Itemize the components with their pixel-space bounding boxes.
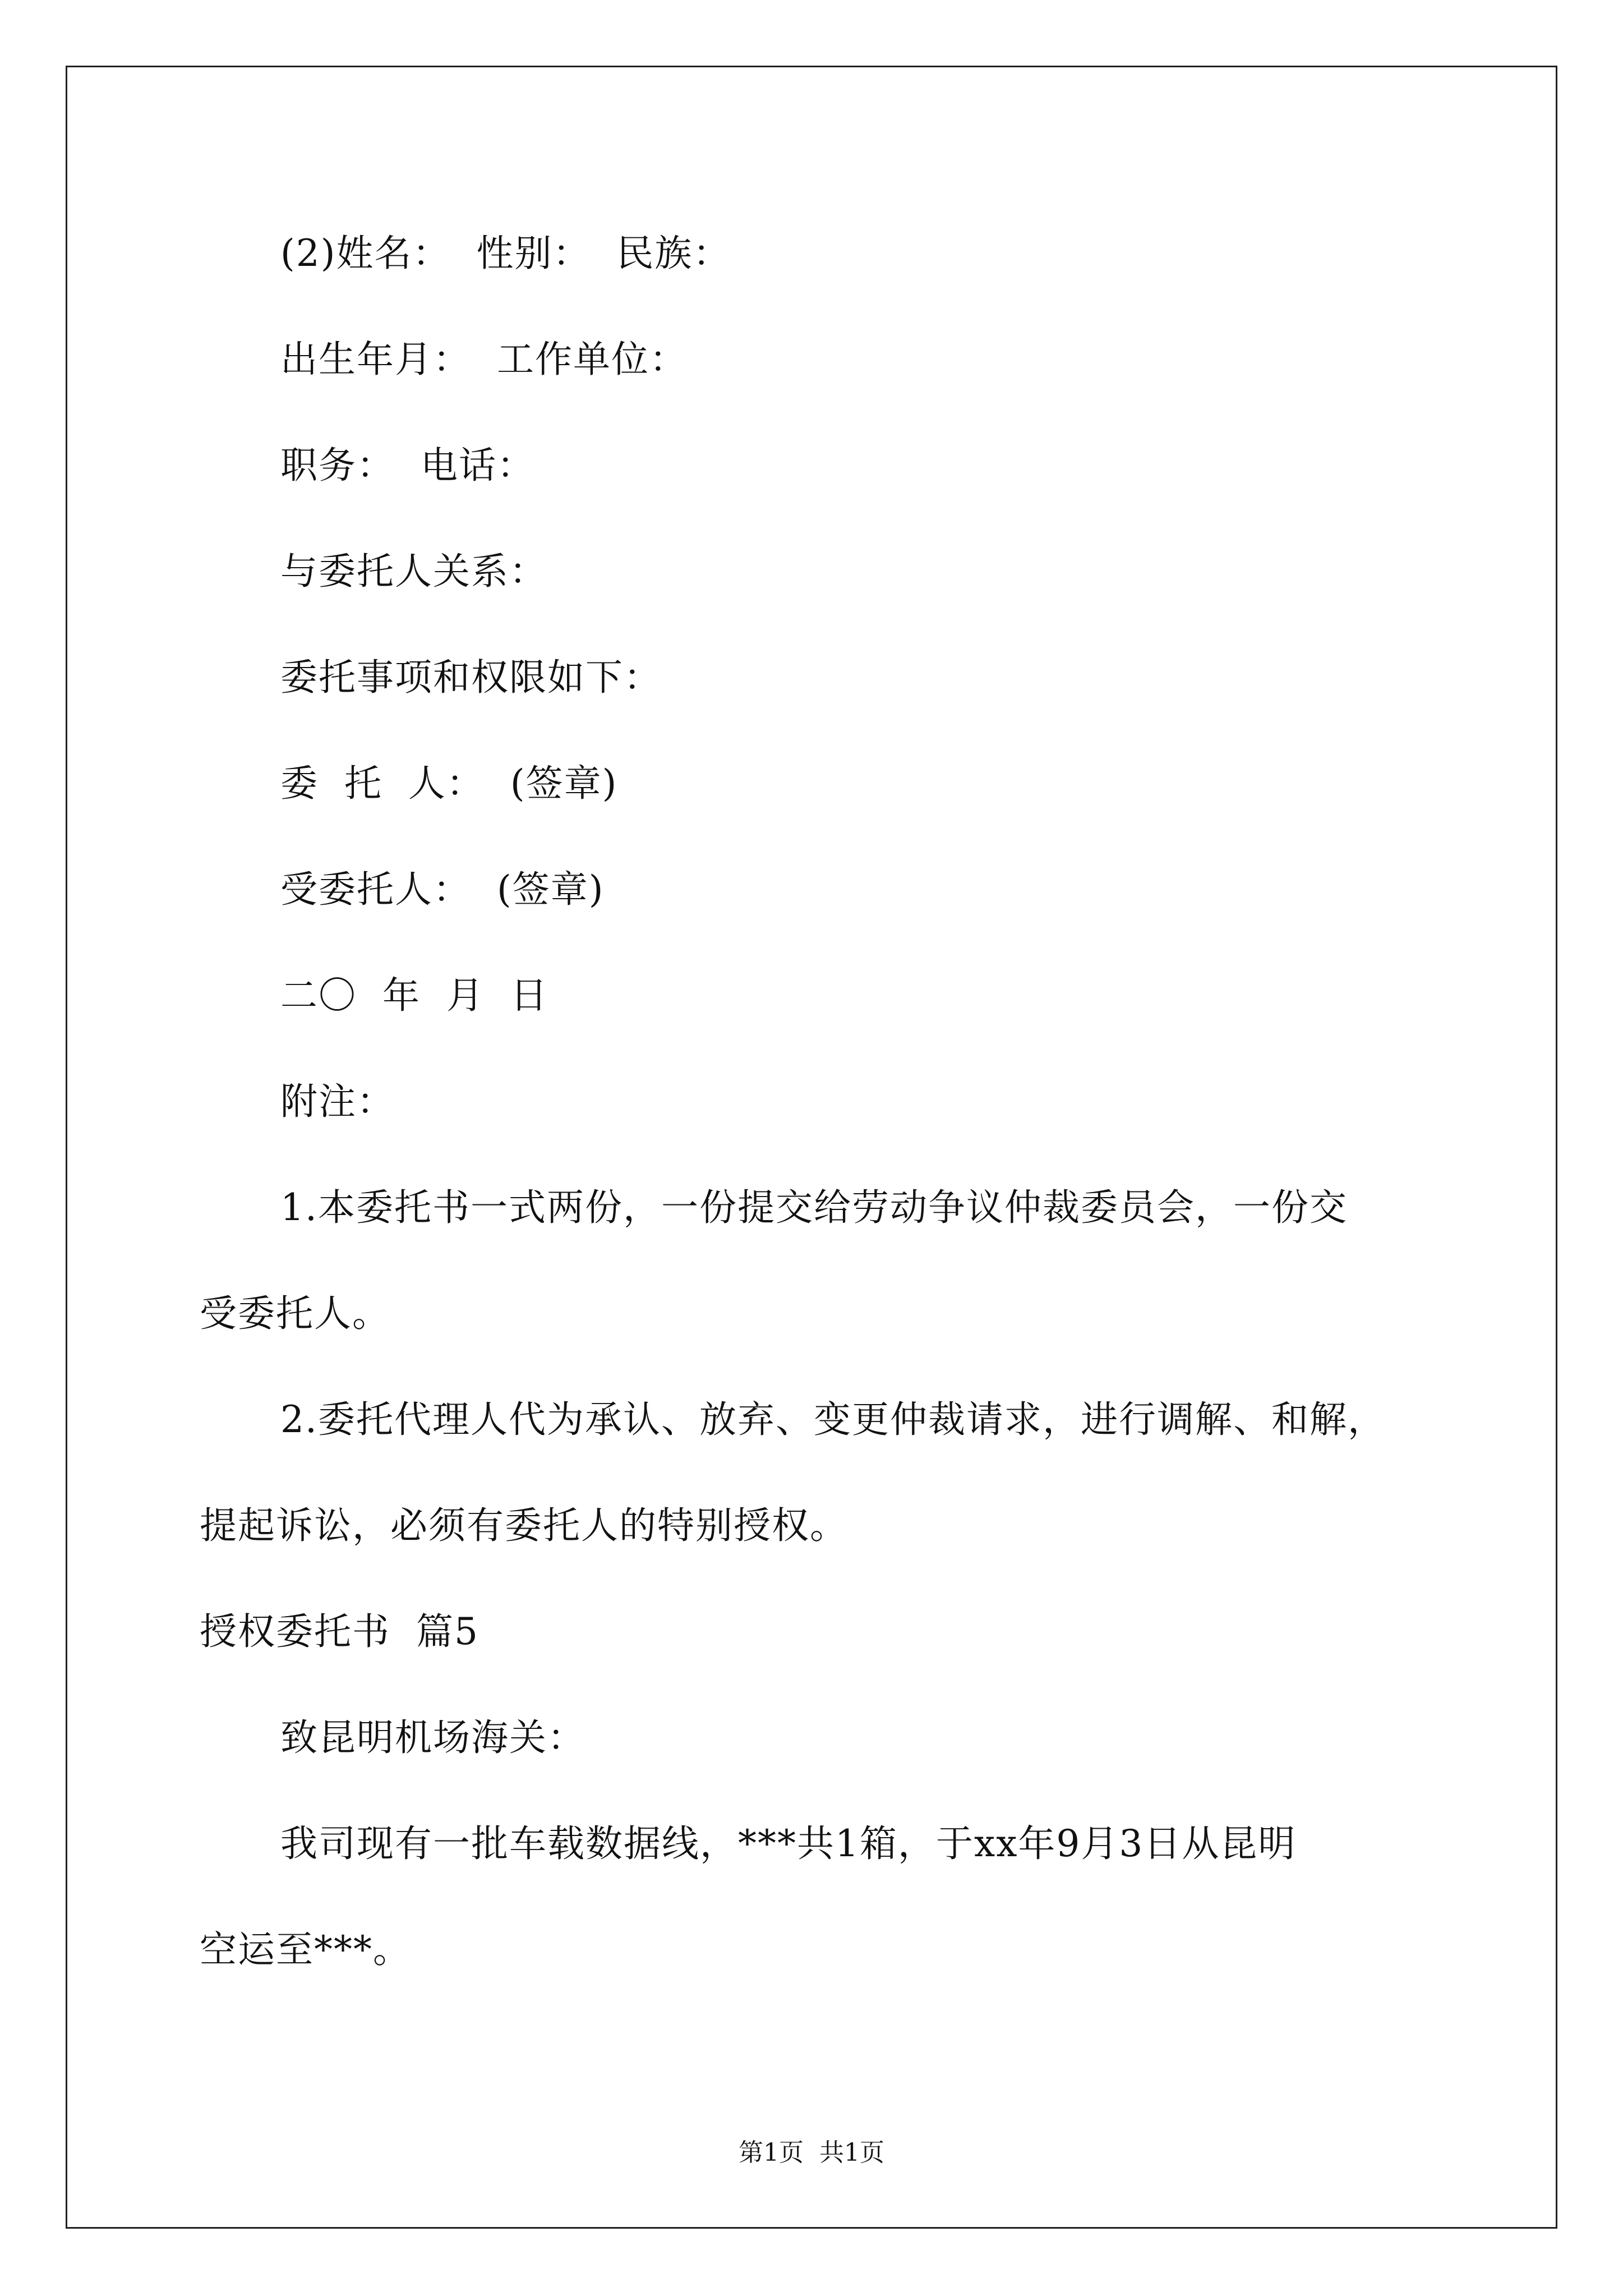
section-heading: 授权委托书 篇5	[200, 1610, 479, 1653]
page-border	[66, 66, 1557, 2229]
page-footer: 第1页 共1页	[739, 2138, 884, 2167]
text-line-name-gender-ethnicity: (2)姓名： 性别： 民族：	[280, 232, 731, 275]
text-line-body: 我司现有一批车载数据线，***共1箱，于xx年9月3日从昆明	[280, 1822, 1297, 1865]
text-line-date: 二〇 年 月 日	[280, 974, 548, 1017]
text-line-addressee: 致昆明机场海关：	[280, 1716, 585, 1759]
text-line-relationship: 与委托人关系：	[280, 550, 547, 593]
text-line-body-cont: 空运至***。	[200, 1928, 411, 1971]
text-line-note-2-cont: 提起诉讼，必须有委托人的特别授权。	[200, 1504, 848, 1547]
text-line-agent-signature: 受委托人： (签章)	[280, 868, 605, 911]
text-line-principal-signature: 委 托 人： (签章)	[280, 762, 618, 805]
text-line-birth-workplace: 出生年月： 工作单位：	[280, 338, 688, 381]
text-line-note-1-cont: 受委托人。	[200, 1292, 390, 1335]
text-line-notes-heading: 附注：	[280, 1080, 395, 1123]
text-line-note-1: 1.本委托书一式两份，一份提交给劳动争议仲裁委员会，一份交	[280, 1186, 1348, 1229]
text-line-note-2: 2.委托代理人代为承认、放弃、变更仲裁请求，进行调解、和解，	[280, 1398, 1386, 1441]
text-line-position-phone: 职务： 电话：	[280, 444, 535, 487]
text-line-matters-authority: 委托事项和权限如下：	[280, 656, 662, 699]
